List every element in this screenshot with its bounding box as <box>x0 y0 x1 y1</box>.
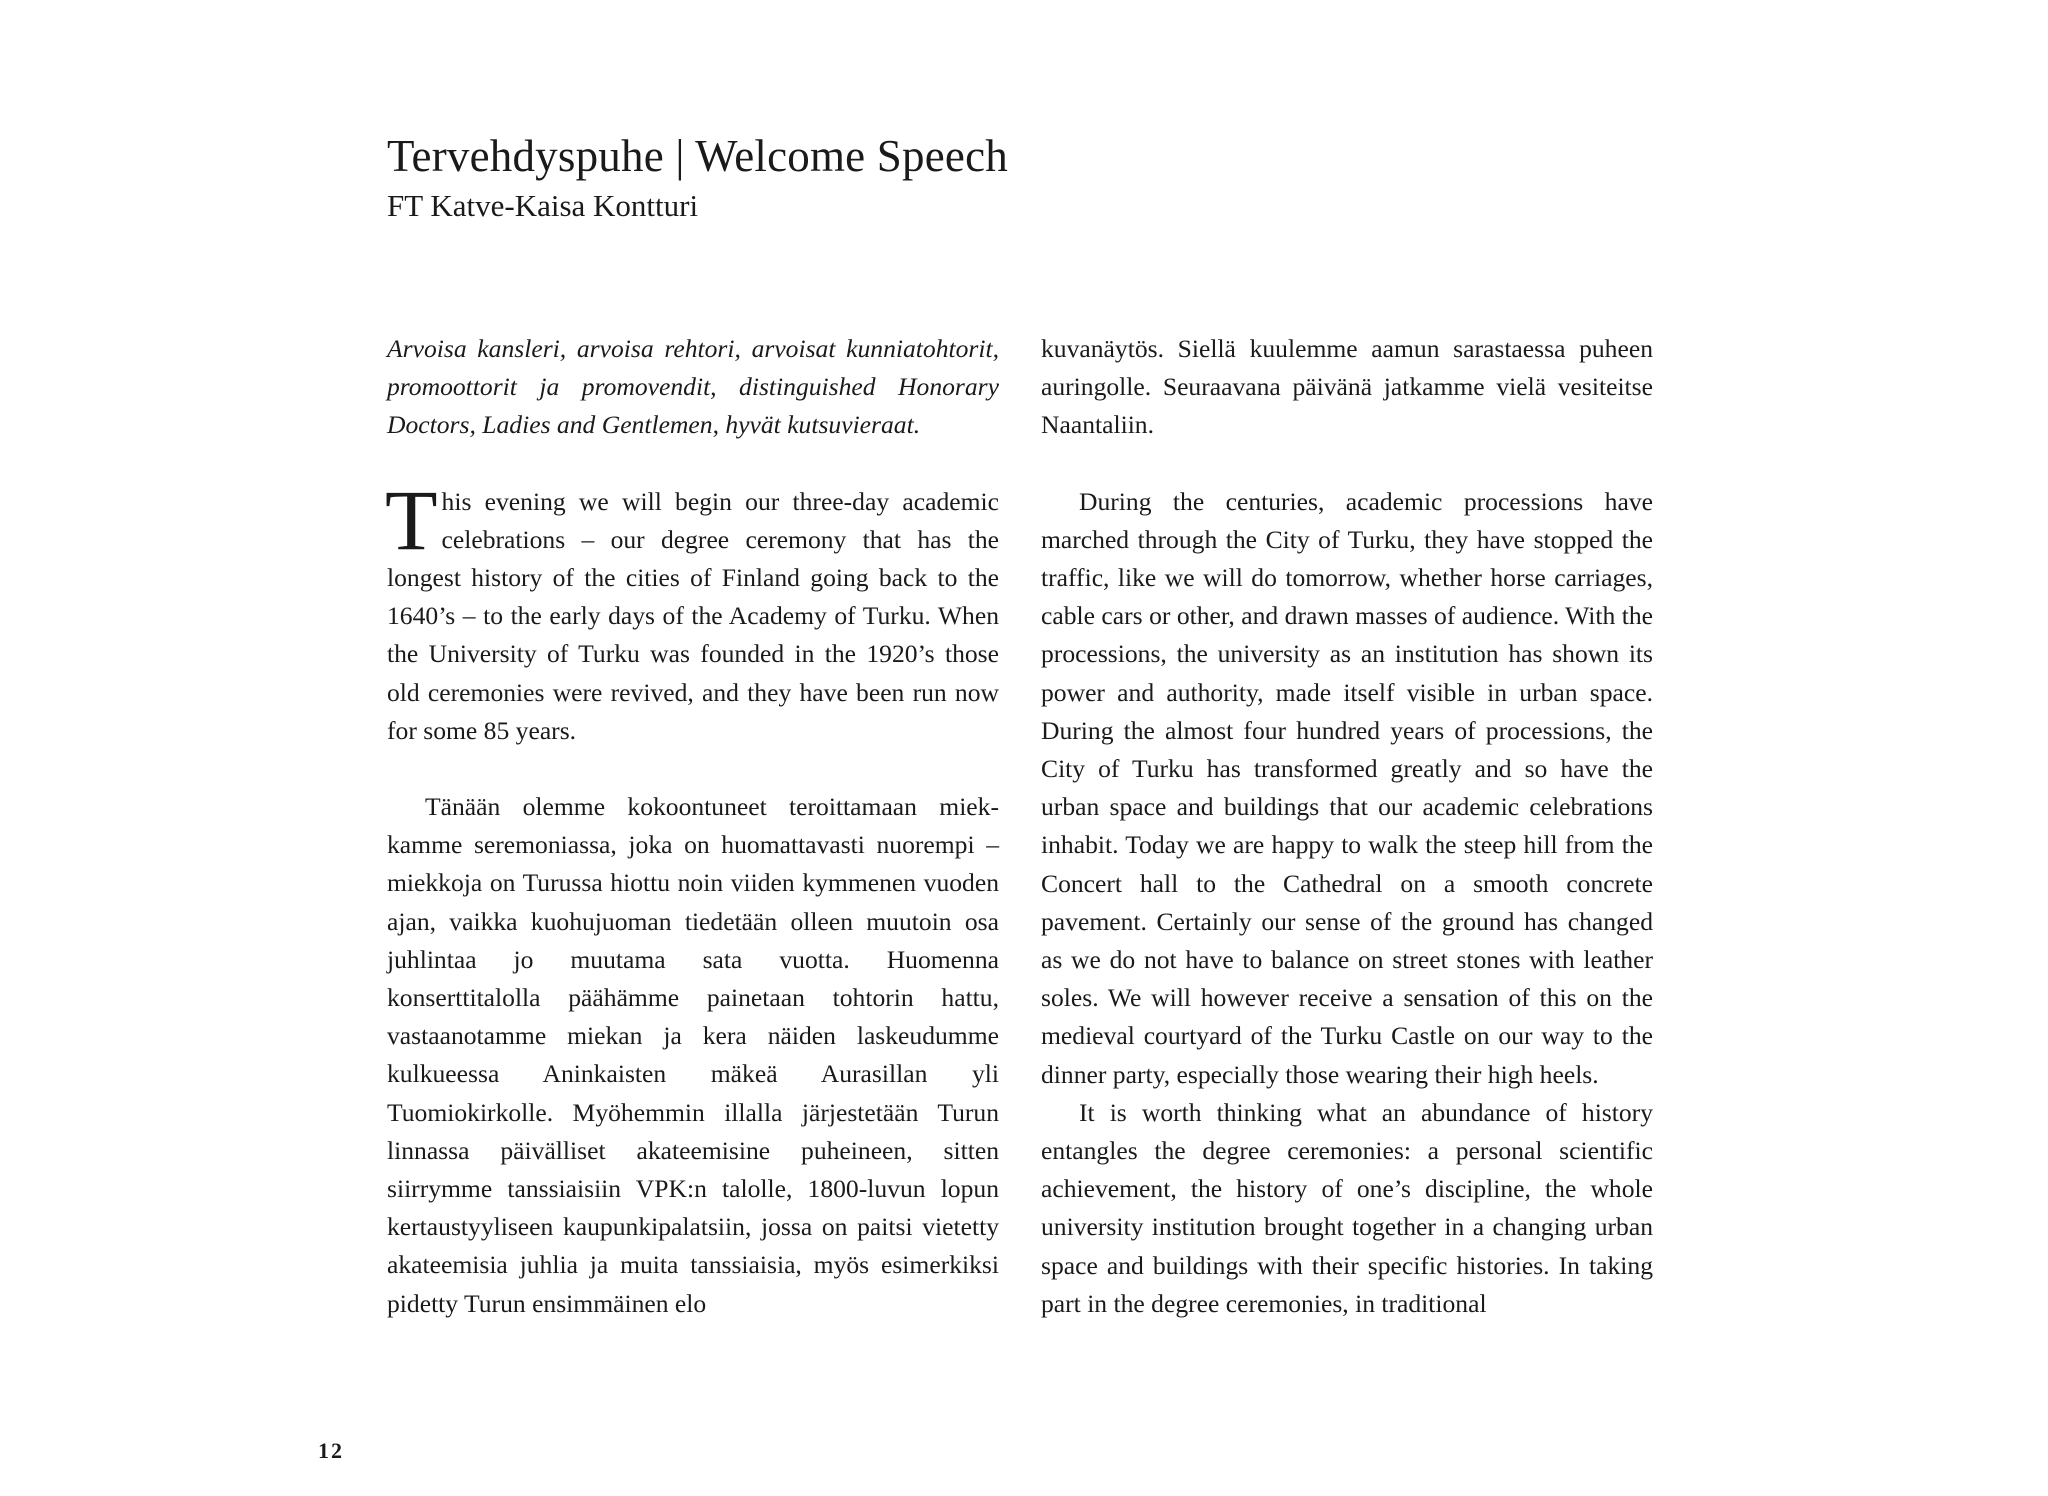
article-author: FT Katve-Kaisa Kontturi <box>387 188 699 223</box>
processions-paragraph: During the centuries, academic processions have marched through the City of Turku, they have stopped the traffic, like we will do tomorrow, whether horse carriages, cable cars or other, and drawn masses of audience. With the processions, the university as an institution has shown its power and authority, made itself visible in urban space. During the almost four hundred years of processions, the City of Turku has transformed greatly and so have the urban space and buildings that our academic celebrations inhabit. Today we are happy to walk the steep hill from the Concert hall to the Cathedral on a smooth concrete pavement. Certainly our sense of the ground has changed as we do not have to balance on street stones with leather soles. We will however receive a sensation of this on the medieval courtyard of the Turku Castle on our way to the dinner party, especially those wearing their high heels. <box>1041 486 1653 1089</box>
page-number: 12 <box>318 1438 344 1463</box>
article-heading <box>387 128 1687 228</box>
opening-paragraph-text: his evening we will begin our three-day academic celebrations – our degree ceremony that has the longest history of the cities of Finland going back to the 1640’s – to the early days of the Academy of Turku. When the University of Turku was founded in the 1920’s those old ceremonies were revived, and they have been run now for some 85 years. <box>387 486 999 745</box>
finnish-paragraph: Tänään olemme kokoontuneet teroittamaan miekkamme seremoniassa, joka on huomattavasti nuorempi – miekkoja on Turussa hiottu noin viiden kymmenen vuoden ajan, vaikka kuohujuoman tiedetään olleen muutoin osa juhlintaa jo muutama sata vuotta. Huomenna konserttitalolla päähämme painetaan tohtorin hattu, vastaanotamme miekan ja kera näiden laskeudumme kulkueessa Aninkaisten mäkeä Aurasillan yli Tuomiokirkolle. Myöhemmin illalla järjestetään Turun linnassa päivälliset akateemisine puheineen, sitten siirrymme tanssiaisiin VPK:n talolle, 1800-luvun lopun kertaustyyliseen kaupunkipalatsiin, jossa on paitsi vietetty akateemisia juhlia ja muita tanssiaisia, myös esimerkiksi pidetty Turun ensimmäinen elo <box>387 792 999 1318</box>
opening-paragraph <box>385 471 999 750</box>
article-title: Tervehdyspuhe | Welcome Speech <box>387 131 1008 181</box>
left-text-column <box>387 330 999 1323</box>
history-paragraph: It is worth thinking what an abundance of history entangles the degree ceremonies: a personal scientific achievement, the history of one’s discipline, the whole university institution brought together in a changing urban space and buildings with their specific histories. In taking part in the degree ceremonies, in traditional <box>1041 1097 1653 1318</box>
continued-paragraph: kuvanäytös. Siellä kuulemme aamun sarastaessa puheen auringolle. Seuraavana päivänä jatkamme vielä vesiteitse Naantaliin. <box>1041 334 1653 440</box>
drop-cap-letter: T <box>385 471 438 568</box>
salutation-paragraph: Arvoisa kansleri, arvoisa rehtori, arvoisat kunniatohtorit, promoottorit ja promovendit, distinguished Honorary Doctors, Ladies and Gentlemen, hyvät kutsuvieraat. <box>387 334 999 440</box>
right-text-column <box>1041 330 1653 1323</box>
